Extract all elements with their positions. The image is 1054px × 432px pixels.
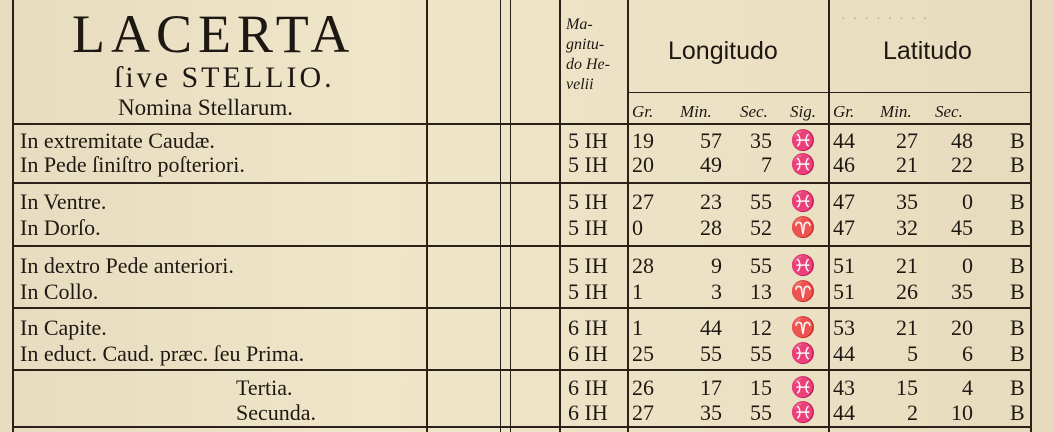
lat-minutes: 21 — [896, 253, 918, 278]
lon-minutes: 35 — [700, 400, 722, 425]
lon-degrees: 27 — [632, 189, 654, 214]
zodiac-sign-icon: ♓ — [790, 377, 816, 399]
lon-seconds: 52 — [750, 215, 772, 240]
lat-minutes: 32 — [896, 215, 918, 240]
lat-seconds: 45 — [951, 215, 973, 240]
zodiac-sign-icon: ♓ — [790, 154, 816, 176]
zodiac-sign-icon: ♈ — [790, 317, 816, 339]
lon-seconds: 7 — [761, 152, 772, 177]
magnitude: 5 IH — [568, 253, 608, 278]
lon-seconds: 12 — [750, 315, 772, 340]
subtitle-name: STELLIO. — [181, 61, 335, 94]
magnitude: 6 IH — [568, 400, 608, 425]
latitude-direction: B — [1010, 152, 1025, 177]
lat-degrees: 44 — [833, 128, 855, 153]
magnitude: 6 IH — [568, 375, 608, 400]
magnitude: 5 IH — [568, 128, 608, 153]
magnitude: 5 IH — [568, 152, 608, 177]
lon-degrees: 19 — [632, 128, 654, 153]
lat-minutes: 5 — [907, 341, 918, 366]
latitude-direction: B — [1010, 215, 1025, 240]
header-bottom-rule — [12, 123, 1032, 125]
latitude-direction: B — [1010, 253, 1025, 278]
lon-sec-header: Sec. — [740, 102, 768, 121]
lat-degrees: 51 — [833, 253, 855, 278]
lat-seconds: 0 — [962, 189, 973, 214]
lat-seconds: 10 — [951, 400, 973, 425]
magnitude: 6 IH — [568, 315, 608, 340]
latitude-direction: B — [1010, 375, 1025, 400]
star-name: In educt. Caud. præc. ſeu Prima. — [20, 341, 305, 366]
star-name: In extremitate Caudæ. — [20, 128, 215, 153]
star-name: In Dorſo. — [20, 215, 101, 240]
lat-sec-header: Sec. — [935, 102, 963, 121]
zodiac-sign-icon: ♓ — [790, 130, 816, 152]
magnitude-header: Ma- gnitu- do He- velii — [566, 16, 610, 93]
magnitude: 5 IH — [568, 279, 608, 304]
group-rule-2 — [12, 245, 1032, 247]
subheader-rule — [627, 92, 1032, 93]
lon-seconds: 55 — [750, 189, 772, 214]
table-row — [0, 374, 1054, 402]
longitude-header: Longitudo — [668, 37, 778, 65]
lon-minutes: 28 — [700, 215, 722, 240]
group-rule-4 — [12, 369, 1032, 371]
lon-seconds: 55 — [750, 341, 772, 366]
lon-minutes: 57 — [700, 128, 722, 153]
group-rule-3 — [12, 307, 1032, 309]
lon-minutes: 23 — [700, 189, 722, 214]
zodiac-sign-icon: ♈ — [790, 281, 816, 303]
group-rule-1 — [12, 182, 1032, 184]
latitude-direction: B — [1010, 128, 1025, 153]
table-row — [0, 252, 1054, 280]
lat-degrees: 44 — [833, 341, 855, 366]
table-row — [0, 151, 1054, 179]
lat-seconds: 22 — [951, 152, 973, 177]
lat-degrees: 47 — [833, 189, 855, 214]
star-name: In Capite. — [20, 315, 107, 340]
lon-degrees: 27 — [632, 400, 654, 425]
zodiac-sign-icon: ♓ — [790, 255, 816, 277]
zodiac-sign-icon: ♈ — [790, 217, 816, 239]
lat-minutes: 21 — [896, 315, 918, 340]
lon-degrees: 26 — [632, 375, 654, 400]
lat-seconds: 20 — [951, 315, 973, 340]
star-name: In Ventre. — [20, 189, 107, 214]
lat-degrees: 53 — [833, 315, 855, 340]
lon-minutes: 17 — [700, 375, 722, 400]
lon-minutes: 9 — [711, 253, 722, 278]
star-name: Secunda. — [236, 400, 317, 425]
lon-degrees: 20 — [632, 152, 654, 177]
table-row — [0, 214, 1054, 242]
star-name: In Collo. — [20, 279, 99, 304]
lon-minutes: 44 — [700, 315, 722, 340]
lat-degrees: 51 — [833, 279, 855, 304]
lat-degrees: 47 — [833, 215, 855, 240]
latitude-direction: B — [1010, 189, 1025, 214]
magnitude: 6 IH — [568, 341, 608, 366]
latitude-direction: B — [1010, 315, 1025, 340]
lon-seconds: 15 — [750, 375, 772, 400]
star-names-header: Nomina Stellarum. — [118, 95, 294, 120]
lon-seconds: 55 — [750, 253, 772, 278]
lat-minutes: 27 — [896, 128, 918, 153]
magnitude: 5 IH — [568, 215, 608, 240]
lat-degrees: 43 — [833, 375, 855, 400]
subtitle-prefix: ſive — [114, 61, 171, 94]
latitude-direction: B — [1010, 400, 1025, 425]
lat-degrees: 46 — [833, 152, 855, 177]
lat-minutes: 35 — [896, 189, 918, 214]
star-name: Tertia. — [236, 375, 293, 400]
lon-gr-header: Gr. — [632, 102, 654, 121]
table-row — [0, 188, 1054, 216]
constellation-title: LACERTA — [72, 4, 356, 64]
lat-seconds: 6 — [962, 341, 973, 366]
lat-seconds: 0 — [962, 253, 973, 278]
table-row — [0, 314, 1054, 342]
lon-sig-header: Sig. — [790, 102, 816, 121]
lat-minutes: 2 — [907, 400, 918, 425]
table-row — [0, 399, 1054, 427]
zodiac-sign-icon: ♓ — [790, 343, 816, 365]
lon-minutes: 55 — [700, 341, 722, 366]
constellation-subtitle — [114, 62, 335, 94]
lat-gr-header: Gr. — [833, 102, 855, 121]
latitude-header: Latitudo — [883, 37, 972, 65]
lon-degrees: 0 — [632, 215, 643, 240]
latitude-direction: B — [1010, 341, 1025, 366]
lon-min-header: Min. — [680, 102, 712, 121]
lon-minutes: 3 — [711, 279, 722, 304]
lat-seconds: 35 — [951, 279, 973, 304]
lat-seconds: 4 — [962, 375, 973, 400]
bleed-through-text: · · · · · · · · — [840, 8, 929, 30]
lon-degrees: 28 — [632, 253, 654, 278]
lon-degrees: 1 — [632, 315, 643, 340]
zodiac-sign-icon: ♓ — [790, 402, 816, 424]
lon-seconds: 35 — [750, 128, 772, 153]
magnitude: 5 IH — [568, 189, 608, 214]
lat-minutes: 15 — [896, 375, 918, 400]
zodiac-sign-icon: ♓ — [790, 191, 816, 213]
star-name: In dextro Pede anteriori. — [20, 253, 234, 278]
latitude-direction: B — [1010, 279, 1025, 304]
lat-seconds: 48 — [951, 128, 973, 153]
star-name: In Pede ſiniſtro poſteriori. — [20, 152, 245, 177]
lon-seconds: 13 — [750, 279, 772, 304]
lat-minutes: 21 — [896, 152, 918, 177]
table-row — [0, 340, 1054, 368]
lat-degrees: 44 — [833, 400, 855, 425]
lon-degrees: 1 — [632, 279, 643, 304]
lat-min-header: Min. — [880, 102, 912, 121]
lon-seconds: 55 — [750, 400, 772, 425]
lon-minutes: 49 — [700, 152, 722, 177]
table-row — [0, 278, 1054, 306]
lat-minutes: 26 — [896, 279, 918, 304]
lon-degrees: 25 — [632, 341, 654, 366]
